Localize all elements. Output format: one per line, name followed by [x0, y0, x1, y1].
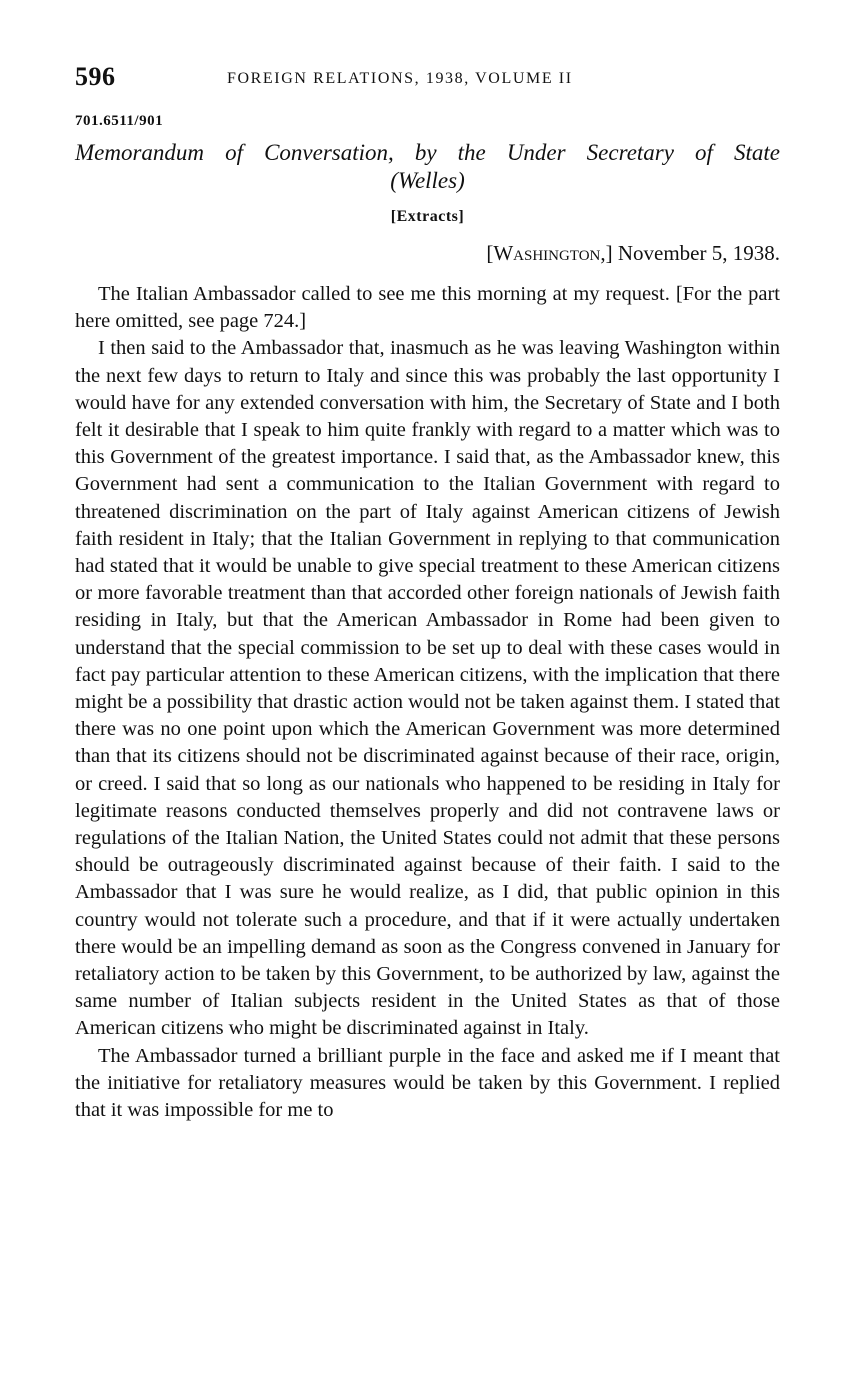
dateline-place: [Washington,] [486, 241, 613, 265]
paragraph: I then said to the Ambassador that, inasmuch as he was leaving Washington within the next few days to return to Italy and since this was probably the last opportunity I would have for any extended conversation with him, the Secretary of State and I both felt it desirable that I speak to him quite frankly with regard to a matter which was to this Government of the greatest importance. I said that, as the Ambassador knew, this Government had sent a communication to the Italian Government with regard to threatened discrimination on the part of Italy against American citizens of Jewish faith resident in Italy; that the Italian Government in replying to that communication had stated that it would be unable to give special treatment to these American citizens or more favorable treatment than that accorded other foreign nationals of Jewish faith residing in Italy, but that the American Ambassador in Rome had been given to understand that the special commission to be set up to deal with these cases would in fact pay particular attention to these American citizens, with the implication that there might be a possibility that drastic action would not be taken against them. I stated that there was no one point upon which the American Government was more determined than that its citizens should not be discriminated against because of their race, origin, or creed. I said that so long as our nationals who happened to be residing in Italy for legitimate reasons conducted themselves properly and did not contravene laws or regulations of the Italian Nation, the United States could not admit that these persons should be outrageously discriminated against because of their faith. I said to the Ambassador that I was sure he would realize, as I did, that public opinion in this country would not tolerate such a procedure, and that if it were actually undertaken there would be an impelling demand as soon as the Congress convened in January for retaliatory action to be taken by this Government, to be authorized by law, against the same number of Italian subjects resident in the United States as that of those American citizens who might be discriminated against in Italy. [75, 337, 780, 1040]
document-title: Memorandum of Conversation, by the Under Secretary of State (Welles) [75, 140, 780, 193]
dateline-date: November 5, 1938. [617, 241, 780, 265]
file-number: 701.6511/901 [75, 113, 164, 129]
extracts-note: [Extracts] [390, 208, 465, 225]
body-text [75, 281, 780, 1124]
paragraph: The Italian Ambassador called to see me this morning at my request. [For the part here omitted, see page 724.] [75, 283, 780, 333]
paragraph: The Ambassador turned a brilliant purple in the face and asked me if I meant that the initiative for retaliatory measures would be taken by this Government. I replied that it was impossible for me to [75, 1044, 780, 1122]
page-header [75, 62, 780, 96]
running-head: FOREIGN RELATIONS, 1938, VOLUME II [227, 70, 573, 87]
page-number: 596 [75, 62, 116, 91]
dateline [486, 241, 780, 266]
